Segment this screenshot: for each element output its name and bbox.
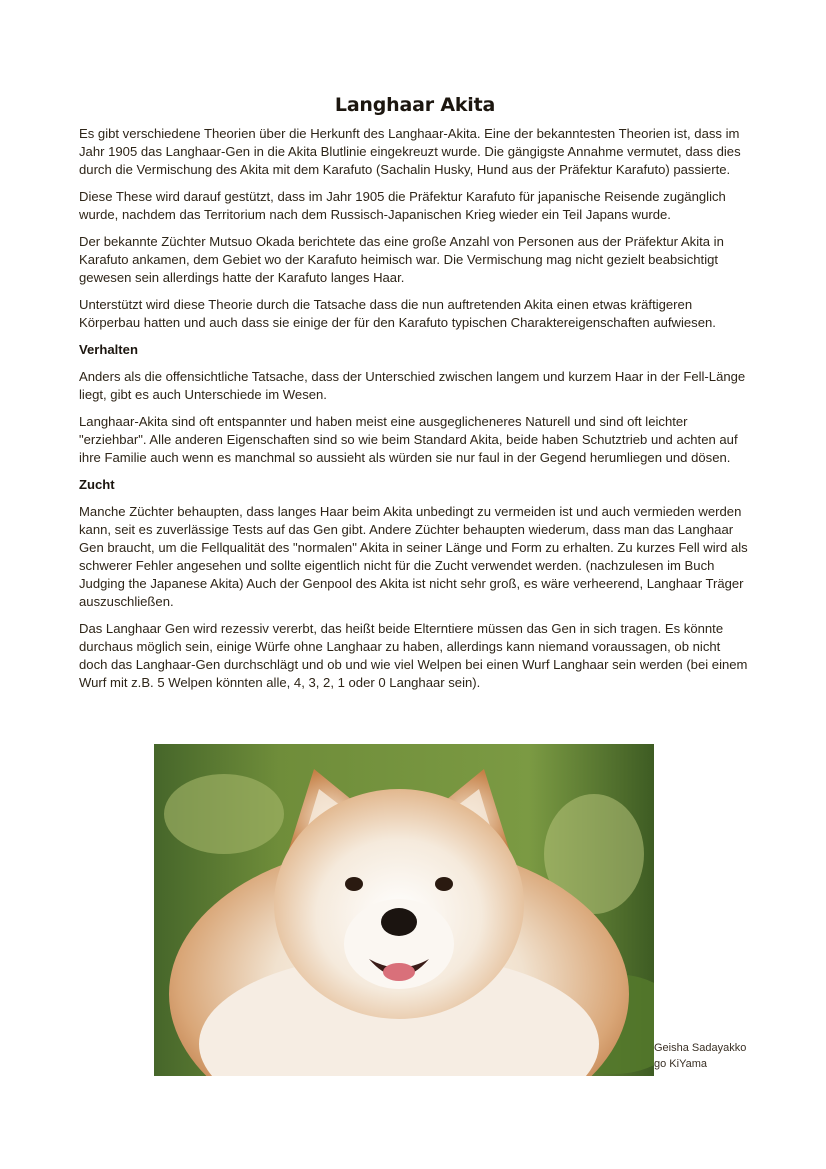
zucht-paragraph-2: Das Langhaar Gen wird rezessiv vererbt, das heißt beide Elterntiere müssen das Gen in sich tragen. Es könnte durchaus möglich sein, einige Würfe ohne Langhaar zu haben, allerdings kann niemand voraussagen, ob nicht doch das Langhaar-Gen durchschlägt und ob und wie viel Welpen bei einen Wurf Langhaar sein werden (bei einem Wurf mit z.B. 5 Welpen könnten alle, 4, 3, 2, 1 oder 0 Langhaar sein). (79, 621, 748, 690)
document-body (79, 94, 751, 701)
section-heading-zucht: Zucht (79, 477, 115, 492)
intro-paragraph-3: Der bekannte Züchter Mutsuo Okada berichtete das eine große Anzahl von Personen aus der Präfektur Akita in Karafuto ankamen, dem Gebiet wo der Karafuto heimisch war. Die Vermischung mag nicht gezielt beabsichtigt gewesen sein allerdings hatte der Karafuto langes Haar. (79, 234, 724, 285)
page-title: Langhaar Akita (334, 94, 496, 116)
intro-paragraph-4: Unterstützt wird diese Theorie durch die Tatsache dass die nun auftretenden Akita einen etwas kräftigeren Körperbau hatten und auch dass sie einige der für den Karafuto typischen Charaktereigenschaften aufwiesen. (79, 297, 716, 330)
verhalten-paragraph-2: Langhaar-Akita sind oft entspannter und haben meist eine ausgeglicheneres Naturell und sind oft leichter "erziehbar". Alle anderen Eigenschaften sind so wie beim Standard Akita, beide haben Schutztrieb und achten auf ihre Familie auch wenn es manchmal so aussieht als würden sie nur faul in der Gegend herumliegen und dösen. (79, 414, 738, 465)
photo-caption-line-2: go KiYama (654, 1058, 707, 1070)
zucht-paragraph-1: Manche Züchter behaupten, dass langes Haar beim Akita unbedingt zu vermeiden ist und auch vermieden werden kann, seit es zuverlässige Tests auf das Gen gibt. Andere Züchter behaupten wiederum, dass man das Langhaar Gen braucht, um die Fellqualität des "normalen" Akita in seiner Länge und Form zu erhalten. Zu kurzes Fell wird als schwerer Fehler angesehen und sollte eigentlich nicht für die Zucht verwendet werden. (nachzulesen im Buch Judging the Japanese Akita) Auch der Genpool des Akita ist nicht sehr groß, es wäre verheerend, Langhaar Träger auszuschließen. (79, 504, 748, 609)
intro-paragraph-2: Diese These wird darauf gestützt, dass im Jahr 1905 die Präfektur Karafuto für japanische Reisende zugänglich wurde, nachdem das Territorium nach dem Russisch-Japanischen Krieg wieder ein Teil Japans wurde. (79, 189, 726, 222)
intro-paragraph-1: Es gibt verschiedene Theorien über die Herkunft des Langhaar-Akita. Eine der bekanntesten Theorien ist, dass im Jahr 1905 das Langhaar-Gen in die Akita Blutlinie eingekreuzt wurde. Die gängigste Annahme vermutet, dass dies durch die Vermischung des Akita mit dem Karafuto (Sachalin Husky, Hund aus der Präfektur Karafuto) passierte. (79, 126, 741, 177)
photo-caption (654, 1040, 746, 1072)
akita-dog-photo (154, 744, 654, 1076)
section-heading-verhalten: Verhalten (79, 342, 138, 357)
verhalten-paragraph-1: Anders als die offensichtliche Tatsache, dass der Unterschied zwischen langem und kurzem Haar in der Fell-Länge liegt, gibt es auch Unterschiede im Wesen. (79, 369, 746, 402)
photo-caption-line-1: Geisha Sadayakko (654, 1042, 747, 1054)
